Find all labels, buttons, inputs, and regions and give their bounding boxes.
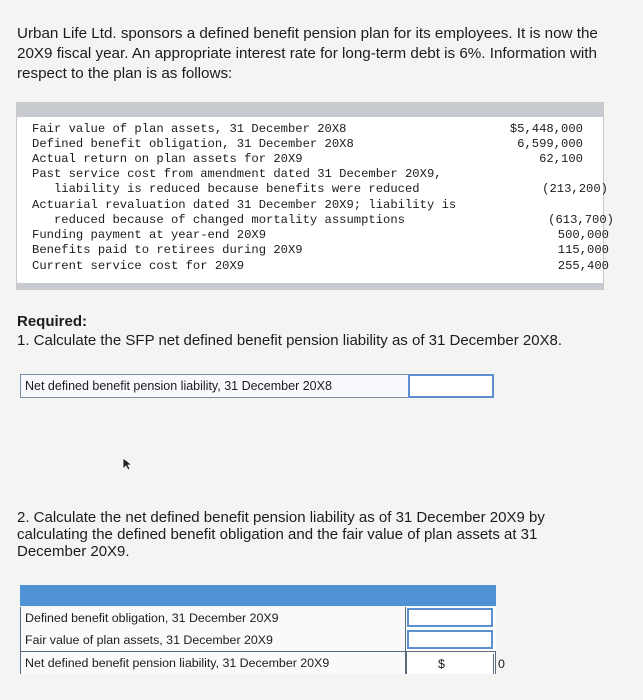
plan-assets-input[interactable] bbox=[407, 630, 493, 649]
row-label: Actuarial revaluation dated 31 December 20X9; liability is bbox=[32, 198, 457, 212]
required-section bbox=[17, 312, 562, 350]
problem-intro: Urban Life Ltd. sponsors a defined benefit pension plan for its employees. It is now the 20X9 fiscal year. An appropriate interest rate for long-term debt is 6%. Information with respect to the plan is as follows: bbox=[17, 25, 598, 82]
table-top-bar bbox=[17, 103, 603, 117]
row-value: 62,100 bbox=[539, 152, 583, 166]
row-label: Actual return on plan assets for 20X9 bbox=[32, 152, 303, 166]
row-label: liability is reduced because benefits were reduced bbox=[32, 182, 420, 196]
q2-answer-table bbox=[20, 585, 505, 673]
required-heading: Required: bbox=[17, 313, 88, 330]
row-value: (213,200) bbox=[542, 182, 608, 196]
dbo-label: Defined benefit obligation, 31 December 20X9 bbox=[20, 607, 406, 629]
row-value: 115,000 bbox=[557, 243, 609, 257]
row-label: Fair value of plan assets, 31 December 20X8 bbox=[32, 122, 347, 136]
net-liability-value: 0 bbox=[493, 654, 508, 674]
mouse-cursor-icon bbox=[121, 457, 135, 471]
row-label: Past service cost from amendment dated 31 December 20X9, bbox=[32, 167, 442, 181]
row-value: 500,000 bbox=[557, 228, 609, 242]
row-label: reduced because of changed mortality assumptions bbox=[32, 213, 405, 227]
table-bottom-bar bbox=[17, 283, 603, 289]
row-value: (613,700) bbox=[548, 213, 614, 227]
currency-symbol: $ bbox=[438, 657, 445, 671]
plan-information-table bbox=[16, 102, 614, 290]
question-2: 2. Calculate the net defined benefit pension liability as of 31 December 20X9 by calculating the defined benefit obligation and the fair value of plan assets at 31 December 20X9. bbox=[17, 509, 545, 560]
table-header-bar bbox=[20, 585, 496, 606]
table-row bbox=[20, 652, 505, 675]
q1-answer-input[interactable] bbox=[408, 374, 494, 398]
dbo-input[interactable] bbox=[407, 608, 493, 627]
row-label: Funding payment at year-end 20X9 bbox=[32, 228, 267, 242]
dbo-cell bbox=[406, 607, 496, 629]
row-value: 6,599,000 bbox=[517, 137, 583, 151]
plan-assets-label: Fair value of plan assets, 31 December 20X9 bbox=[20, 629, 406, 651]
question-1: 1. Calculate the SFP net defined benefit pension liability as of 31 December 20X8. bbox=[17, 332, 563, 349]
row-label: Current service cost for 20X9 bbox=[32, 259, 245, 273]
net-liability-label: Net defined benefit pension liability, 31 December 20X9 bbox=[20, 652, 406, 674]
row-value: 255,400 bbox=[557, 259, 609, 273]
row-value: $5,448,000 bbox=[509, 122, 583, 136]
q1-answer-label: Net defined benefit pension liability, 31 December 20X8 bbox=[20, 374, 409, 398]
table-row bbox=[20, 606, 496, 629]
table-row bbox=[20, 629, 496, 652]
table-row bbox=[32, 259, 609, 319]
row-label: Defined benefit obligation, 31 December 20X8 bbox=[32, 137, 354, 151]
plan-assets-cell bbox=[406, 629, 496, 651]
net-liability-cell bbox=[406, 652, 505, 674]
row-label: Benefits paid to retirees during 20X9 bbox=[32, 243, 303, 257]
